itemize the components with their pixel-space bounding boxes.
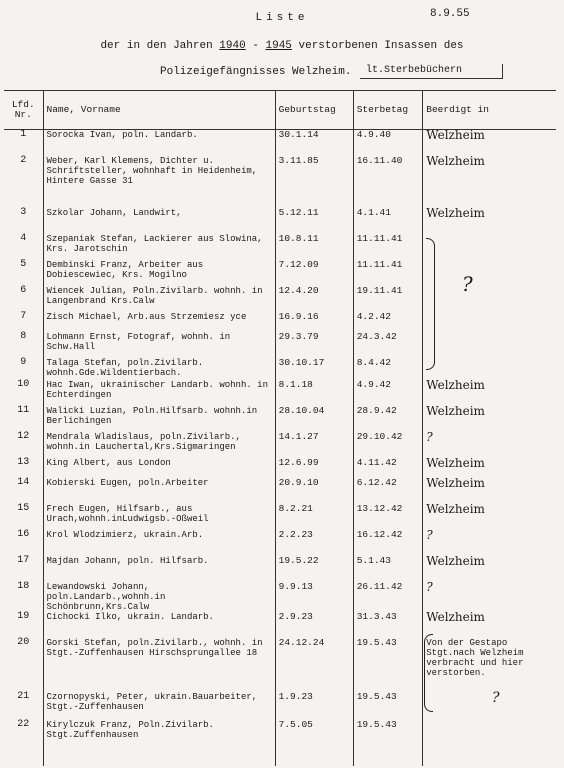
row-died: 19.5.43 (353, 638, 423, 692)
row-buried: ? (423, 530, 556, 556)
row-died: 4.9.42 (353, 380, 423, 406)
row-name: Szkolar Johann, Landwirt, (43, 208, 275, 234)
row-born: 7.5.05 (275, 720, 353, 766)
row-born: 9.9.13 (275, 582, 353, 612)
row-nr: 1 (20, 129, 27, 140)
row-nr: 8 (20, 330, 27, 342)
row-name: Kirylczuk Franz, Poln.Zivilarb. Stgt.Zuffenhausen (43, 720, 275, 766)
row-died: 16.12.42 (353, 530, 423, 556)
subtitle-post: verstorbenen Insassen des (291, 40, 464, 52)
row-buried (423, 332, 556, 358)
row-died: 19.5.43 (353, 720, 423, 766)
row-buried: Welzheim (423, 380, 556, 406)
row-born: 28.10.04 (275, 406, 353, 432)
table-row (4, 556, 556, 582)
table-row (4, 286, 556, 312)
row-nr: 21 (17, 690, 30, 702)
row-name: Gorski Stefan, poln.Zivilarb., wohnh. in Stgt.-Zuffenhausen Hirschsprungallee 18 (43, 638, 275, 692)
row-died: 31.3.43 (353, 612, 423, 638)
table-row (4, 260, 556, 286)
row-name: Majdan Johann, poln. Hilfsarb. (43, 556, 275, 582)
row-died: 24.3.42 (353, 332, 423, 358)
row-buried: Welzheim (423, 504, 556, 530)
row-buried: Welzheim (423, 556, 556, 582)
row-born: 1.9.23 (275, 692, 353, 720)
row-born: 8.2.21 (275, 504, 353, 530)
table-row (4, 432, 556, 458)
row-name: Dembinski Franz, Arbeiter aus Dobiescewiec, Krs. Mogilno (43, 260, 275, 286)
row-died: 28.9.42 (353, 406, 423, 432)
row-name: Kobierski Eugen, poln.Arbeiter (43, 478, 275, 504)
date-stamp: 8.9.55 (430, 8, 470, 20)
row-born: 24.12.24 (275, 638, 353, 692)
row-born: 10.8.11 (275, 234, 353, 260)
row-name: Lewandowski Johann, poln.Landarb.,wohnh.in Schönbrunn,Krs.Calw (43, 582, 275, 612)
table-row (4, 720, 556, 766)
source-note: lt.Sterbebüchern (360, 64, 503, 79)
row-name: Szepaniak Stefan, Lackierer aus Slowina, Krs. Jarotschin (43, 234, 275, 260)
row-born: 7.12.09 (275, 260, 353, 286)
table-header-row (4, 91, 556, 130)
row-buried (423, 260, 556, 286)
row-buried (423, 234, 556, 260)
group-note-4-8: ? (462, 272, 473, 296)
row-born: 5.12.11 (275, 208, 353, 234)
row-born: 20.9.10 (275, 478, 353, 504)
year-to: 1945 (265, 40, 292, 52)
row-buried (423, 312, 556, 332)
row-name: Lohmann Ernst, Fotograf, wohnh. in Schw.Hall (43, 332, 275, 358)
row-nr: 4 (20, 232, 27, 244)
row-died: 29.10.42 (353, 432, 423, 458)
subtitle-dash: - (245, 40, 266, 52)
row-nr: 15 (17, 502, 30, 514)
row-buried: Von der Gestapo Stgt.nach Welzheim verbracht und hier verstorben. (423, 638, 556, 692)
col-buried-header: Beerdigt in (423, 91, 556, 130)
col-nr-header: Lfd. Nr. (4, 91, 43, 130)
row-buried: ? (423, 432, 556, 458)
row-buried: ? (423, 582, 556, 612)
row-buried: Welzheim (423, 458, 556, 478)
group-bracket-4-8 (426, 238, 435, 370)
table-row (4, 478, 556, 504)
row-died: 4.11.42 (353, 458, 423, 478)
table-row (4, 358, 556, 380)
row-buried (423, 358, 556, 380)
deaths-table (4, 90, 556, 766)
row-buried: Welzheim (423, 612, 556, 638)
row-born: 12.6.99 (275, 458, 353, 478)
row-born: 14.1.27 (275, 432, 353, 458)
row-name: Mendrala Wladislaus, poln.Zivilarb., wohnh.in Lauchertal,Krs.Sigmaringen (43, 432, 275, 458)
row-born: 30.10.17 (275, 358, 353, 380)
row-born: 16.9.16 (275, 312, 353, 332)
row-nr: 3 (20, 206, 27, 218)
row-name: Walicki Luzian, Poln.Hilfsarb. wohnh.in Berlichingen (43, 406, 275, 432)
row-buried: Welzheim (423, 478, 556, 504)
row-died: 6.12.42 (353, 478, 423, 504)
row-born: 2.2.23 (275, 530, 353, 556)
row-nr: 7 (20, 310, 27, 322)
row-nr: 6 (20, 284, 27, 296)
table-row (4, 156, 556, 208)
row-died: 5.1.43 (353, 556, 423, 582)
row-name: Talaga Stefan, poln.Zivilarb. wohnh.Gde.Wildentierbach. (43, 358, 275, 380)
row-born: 2.9.23 (275, 612, 353, 638)
row-name: Weber, Karl Klemens, Dichter u. Schriftsteller, wohnhaft in Heidenheim, Hintere Gasse 31 (43, 156, 275, 208)
table-row (4, 332, 556, 358)
year-from: 1940 (219, 40, 246, 52)
table-row (4, 692, 556, 720)
row-died: 4.1.41 (353, 208, 423, 234)
row-buried (423, 692, 556, 720)
row-nr: 13 (17, 456, 30, 468)
row-nr: 11 (17, 404, 30, 416)
row-born: 3.11.85 (275, 156, 353, 208)
table-row (4, 612, 556, 638)
row-buried (423, 286, 556, 312)
row-name: Cichocki Ilko, ukrain. Landarb. (43, 612, 275, 638)
col-died-header: Sterbetag (353, 91, 423, 130)
row-nr: 19 (17, 610, 30, 622)
table-row (4, 530, 556, 556)
table-row (4, 380, 556, 406)
row-nr: 10 (17, 378, 30, 390)
row-nr: 9 (20, 356, 27, 368)
table-row (4, 130, 556, 156)
row-died: 4.2.42 (353, 312, 423, 332)
row-born: 12.4.20 (275, 286, 353, 312)
group-bracket-20-22 (424, 634, 433, 712)
row-name: Zisch Michael, Arb.aus Strzemiesz yce (43, 312, 275, 332)
table-row (4, 582, 556, 612)
row-buried: Welzheim (423, 406, 556, 432)
table-row (4, 638, 556, 692)
col-born-header: Geburtstag (275, 91, 353, 130)
row-name: Wiencek Julian, Poln.Zivilarb. wohnh. in Langenbrand Krs.Calw (43, 286, 275, 312)
row-nr: 5 (20, 258, 27, 270)
row-died: 19.11.41 (353, 286, 423, 312)
prison-name: Polizeigefängnisses Welzheim. (160, 66, 352, 78)
row-nr: 18 (17, 580, 30, 592)
row-nr: 16 (17, 528, 30, 540)
table-row (4, 406, 556, 432)
row-died: 4.9.40 (353, 130, 423, 156)
row-nr: 12 (17, 430, 30, 442)
subtitle-pre: der in den Jahren (100, 40, 220, 52)
row-name: King Albert, aus London (43, 458, 275, 478)
row-died: 11.11.41 (353, 260, 423, 286)
row-name: Frech Eugen, Hilfsarb., aus Urach,wohnh.inLudwigsb.-Oßweil (43, 504, 275, 530)
row-died: 19.5.43 (353, 692, 423, 720)
row-died: 16.11.40 (353, 156, 423, 208)
col-name-header: Name, Vorname (43, 91, 275, 130)
row-buried (423, 720, 556, 766)
table-row (4, 504, 556, 530)
row-name: Hac Iwan, ukrainischer Landarb. wohnh. in Echterdingen (43, 380, 275, 406)
row-buried: Welzheim (423, 208, 556, 234)
row-nr: 2 (20, 154, 27, 166)
row-name: Czornopyski, Peter, ukrain.Bauarbeiter, Stgt.-Zuffenhausen (43, 692, 275, 720)
row-died: 13.12.42 (353, 504, 423, 530)
row-died: 26.11.42 (353, 582, 423, 612)
table-row (4, 312, 556, 332)
row-died: 11.11.41 (353, 234, 423, 260)
row-nr: 20 (17, 636, 30, 648)
table-body (4, 130, 556, 766)
row-born: 8.1.18 (275, 380, 353, 406)
table-row (4, 234, 556, 260)
row-nr: 22 (17, 718, 30, 730)
document-title: Liste (255, 12, 309, 24)
row-name: Krol Wlodzimierz, ukrain.Arb. (43, 530, 275, 556)
table-row (4, 208, 556, 234)
group-note-20-22: ? (492, 690, 500, 706)
row-born: 30.1.14 (275, 130, 353, 156)
row-born: 29.3.79 (275, 332, 353, 358)
row-buried: Welzheim (423, 130, 556, 156)
row-name: Sorocka Ivan, poln. Landarb. (43, 130, 275, 156)
document-subtitle (0, 40, 564, 52)
row-nr: 14 (17, 476, 30, 488)
row-died: 8.4.42 (353, 358, 423, 380)
row-born: 19.5.22 (275, 556, 353, 582)
row-buried: Welzheim (423, 156, 556, 208)
row-nr: 17 (17, 554, 30, 566)
table-row (4, 458, 556, 478)
